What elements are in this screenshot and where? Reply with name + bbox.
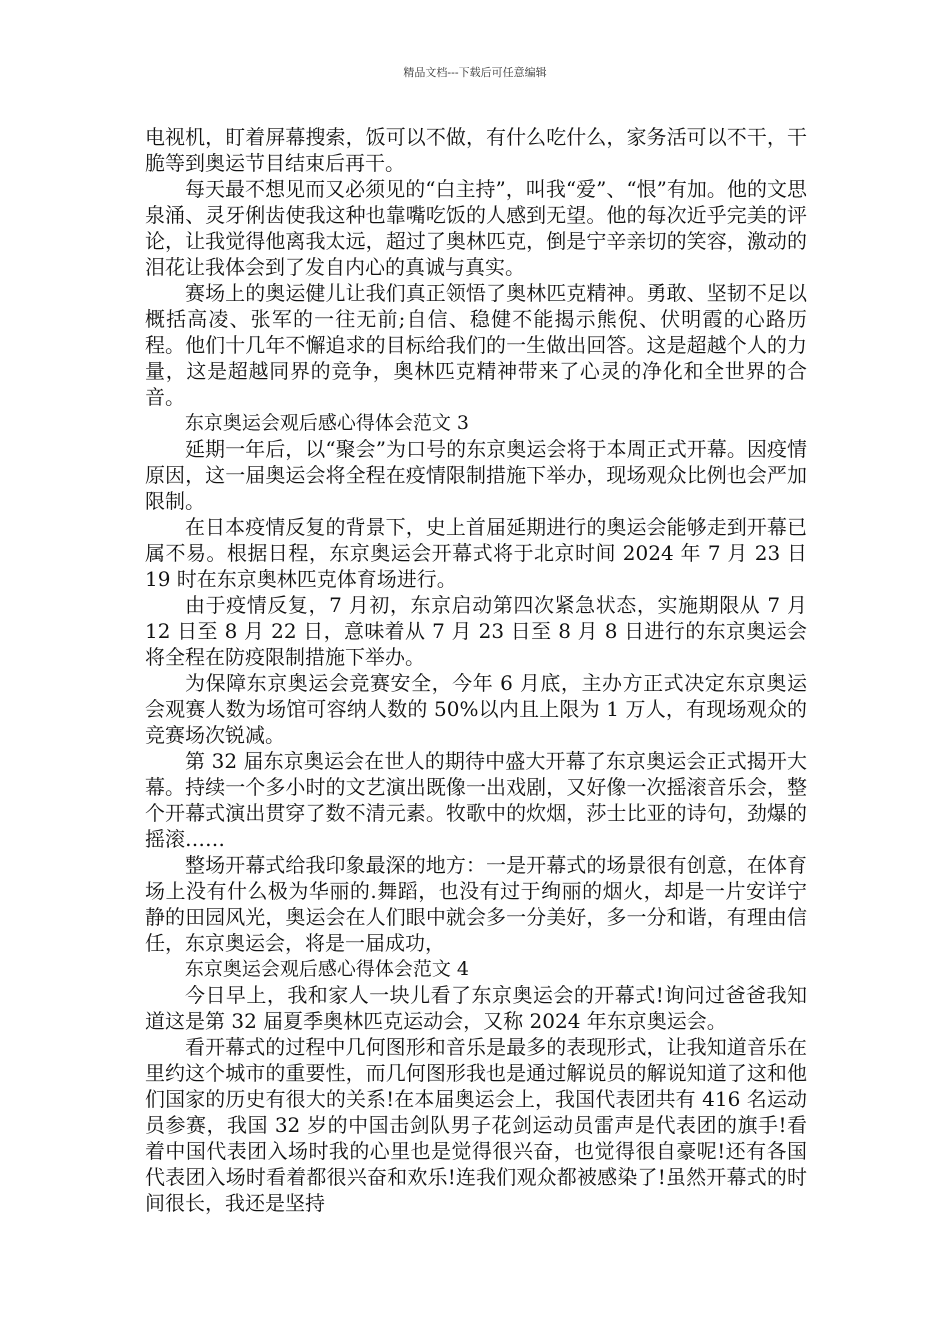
document-body <box>145 124 807 1216</box>
section-heading-4: 东京奥运会观后感心得体会范文 4 <box>184 958 470 980</box>
paragraph-5: 在日本疫情反复的背景下，史上首届延期进行的奥运会能够走到开幕已属不易。根据日程，东京奥运会开幕式将于北京时间 2024 年 7 月 23 日 19 时在东京奥林匹克体育场进行。 <box>145 515 807 591</box>
section-heading-3: 东京奥运会观后感心得体会范文 3 <box>184 412 470 434</box>
page-header: 精品文档---下载后可任意编辑 <box>403 66 547 79</box>
paragraph-8: 第 32 届东京奥运会在世人的期待中盛大开幕了东京奥运会正式揭开大幕。持续一个多小时的文艺演出既像一出戏剧，又好像一次摇滚音乐会，整个开幕式演出贯穿了数不清元素。牧歌中的炊烟，莎士比亚的诗句，劲爆的摇滚…… <box>145 749 807 851</box>
paragraph-4: 延期一年后，以“聚会”为口号的东京奥运会将于本周正式开幕。因疫情原因，这一届奥运会将全程在疫情限制措施下举办，现场观众比例也会严加限制。 <box>145 437 807 513</box>
paragraph-6: 由于疫情反复，7 月初，东京启动第四次紧急状态，实施期限从 7 月 12 日至 8 月 22 日，意味着从 7 月 23 日至 8 月 8 日进行的东京奥运会将全程在防疫限制措施下举办。 <box>145 593 807 669</box>
paragraph-9: 整场开幕式给我印象最深的地方：一是开幕式的场景很有创意，在体育场上没有什么极为华丽的.舞蹈，也没有过于绚丽的烟火，却是一片安详宁静的田园风光，奥运会在人们眼中就会多一分美好，多一分和谐，有理由信任，东京奥运会，将是一届成功， <box>145 853 807 955</box>
paragraph-2: 每天最不想见而又必须见的“白主持”，叫我“爱”、“恨”有加。他的文思泉涌、灵牙俐齿使我这种也靠嘴吃饭的人感到无望。他的每次近乎完美的评论，让我觉得他离我太远，超过了奥林匹克，倒是宁辛亲切的笑容，激动的泪花让我体会到了发自内心的真诚与真实。 <box>145 177 807 279</box>
paragraph-7: 为保障东京奥运会竞赛安全，今年 6 月底，主办方正式决定东京奥运会观赛人数为场馆可容纳人数的 50%以内且上限为 1 万人，有现场观众的竞赛场次锐减。 <box>145 671 807 747</box>
paragraph-11: 看开幕式的过程中几何图形和音乐是最多的表现形式，让我知道音乐在里约这个城市的重要性，而几何图形我也是通过解说员的解说知道了这和他们国家的历史有很大的关系!在本届奥运会上，我国代表团共有 416 名运动员参赛，我国 32 岁的中国击剑队男子花剑运动员雷声是代表团的旗手!看着中国代表团入场时我的心里也是觉得很兴奋，也觉得很自豪呢!还有各国代表团入场时看着都很兴奋和欢乐!连我们观众都被感染了!虽然开幕式的时间很长，我还是坚持 <box>145 1035 807 1215</box>
paragraph-10: 今日早上，我和家人一块儿看了东京奥运会的开幕式!询问过爸爸我知道这是第 32 届夏季奥林匹克运动会，又称 2024 年东京奥运会。 <box>145 983 807 1033</box>
paragraph-3: 赛场上的奥运健儿让我们真正领悟了奥林匹克精神。勇敢、坚韧不足以概括高凌、张军的一往无前;自信、稳健不能揭示熊倪、伏明霞的心路历程。他们十几年不懈追求的目标给我们的一生做出回答。这是超越个人的力量，这是超越同界的竞争，奥林匹克精神带来了心灵的净化和全世界的合音。 <box>145 281 807 409</box>
paragraph-1: 电视机，盯着屏幕搜索，饭可以不做，有什么吃什么，家务活可以不干，干脆等到奥运节目结束后再干。 <box>145 125 807 175</box>
